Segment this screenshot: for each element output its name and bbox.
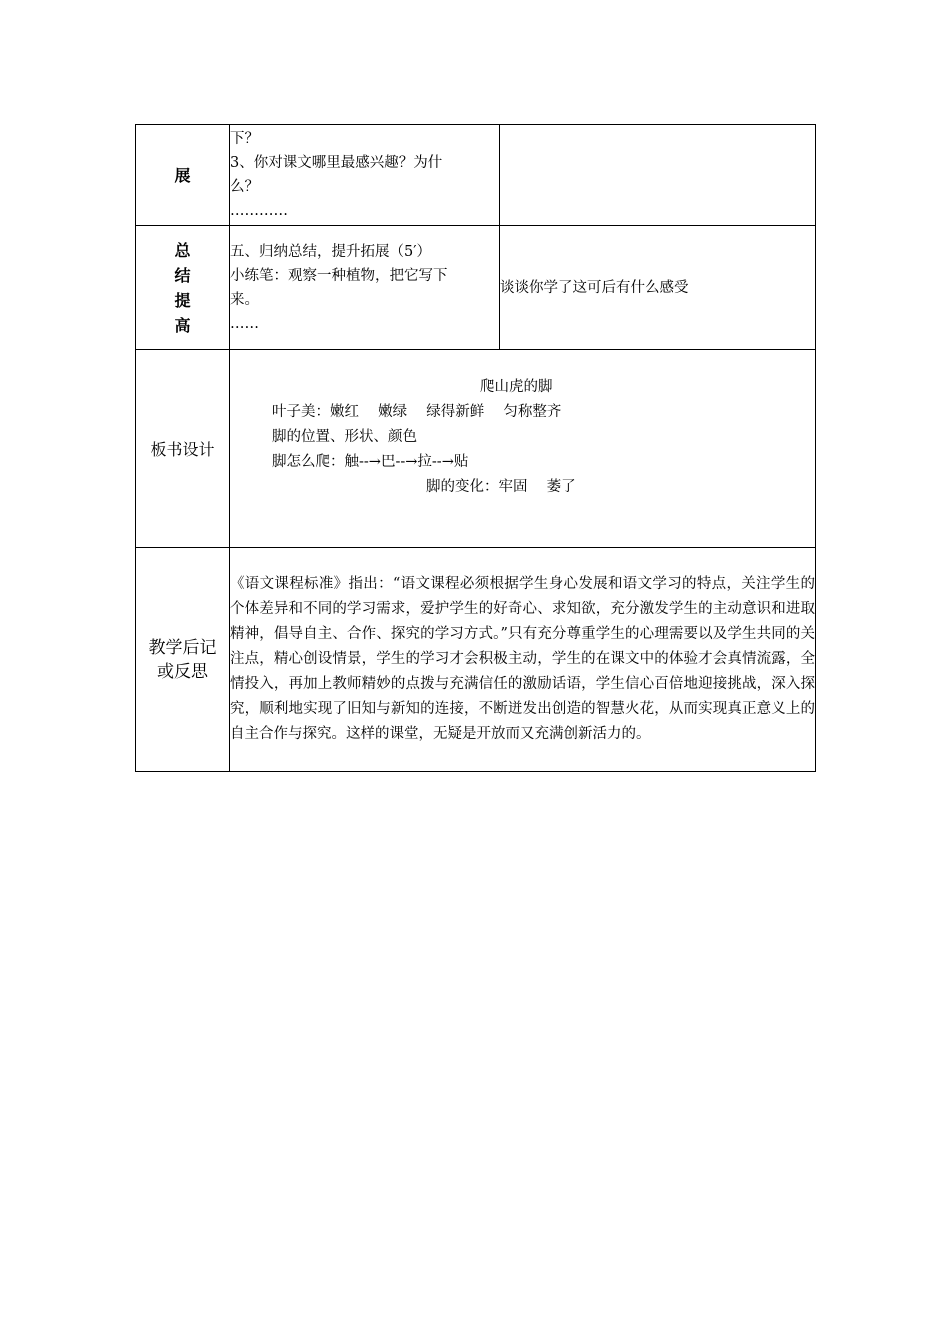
content-line: 3、你对课文哪里最感兴趣？为什 [230, 155, 443, 171]
board-design-cell [230, 350, 816, 548]
board-title: 爬山虎的脚 [480, 378, 553, 395]
table-row-expand [136, 125, 816, 226]
board-line: 脚的变化：牢固 萎了 [426, 478, 576, 495]
summary-note-cell: 谈谈你学了这可后有什么感受 [500, 226, 816, 350]
content-line: 么？ [230, 179, 259, 195]
board-line: 脚的位置、形状、颜色 [272, 428, 417, 445]
row-label-summary: 总 结 提 高 [136, 226, 230, 350]
content-line: …… [230, 315, 259, 332]
content-line: 下？ [230, 131, 259, 147]
row-label-board-design: 板书设计 [136, 350, 230, 548]
table-row-reflection [136, 548, 816, 772]
board-line: 叶子美：嫩红 嫩绿 绿得新鲜 匀称整齐 [272, 403, 562, 420]
content-line: ………… [230, 203, 288, 219]
reflection-text-cell [230, 548, 816, 772]
content-line: 来。 [230, 291, 259, 308]
content-line: 五、归纳总结，提升拓展（5′） [230, 243, 432, 260]
table-row-board-design [136, 350, 816, 548]
expand-content-cell [230, 125, 500, 226]
expand-note-cell [500, 125, 816, 226]
table-row-summary [136, 226, 816, 350]
row-label-reflection: 教学后记 或反思 [136, 548, 230, 772]
board-layout [230, 351, 815, 547]
board-line: 脚怎么爬：触--→巴--→拉--→贴 [272, 453, 469, 470]
reflection-text: 《语文课程标准》指出：“语文课程必须根据学生身心发展和语文学习的特点，关注学生的个体差异和不同的学习需求，爱护学生的好奇心、求知欲，充分激发学生的主动意识和进取精神，倡导自主、合作、探究的学习方式。”只有充分尊重学生的心理需要以及学生共同的关注点，精心创设情景，学生的学习才会积极主动，学生的在课文中的体验才会真情流露，全情投入，再加上教师精妙的点拨与充满信任的激励话语，学生信心百倍地迎接挑战，深入探究，顺利地实现了旧知与新知的连接，不断迸发出创造的智慧火花，从而实现真正意义上的自主合作与探究。这样的课堂，无疑是开放而又充满创新活力的。 [230, 576, 815, 742]
summary-content-cell [230, 226, 500, 350]
content-line: 小练笔：观察一种植物，把它写下 [230, 267, 448, 284]
lesson-plan-table [135, 124, 816, 772]
row-label-expand: 展 [136, 125, 230, 226]
